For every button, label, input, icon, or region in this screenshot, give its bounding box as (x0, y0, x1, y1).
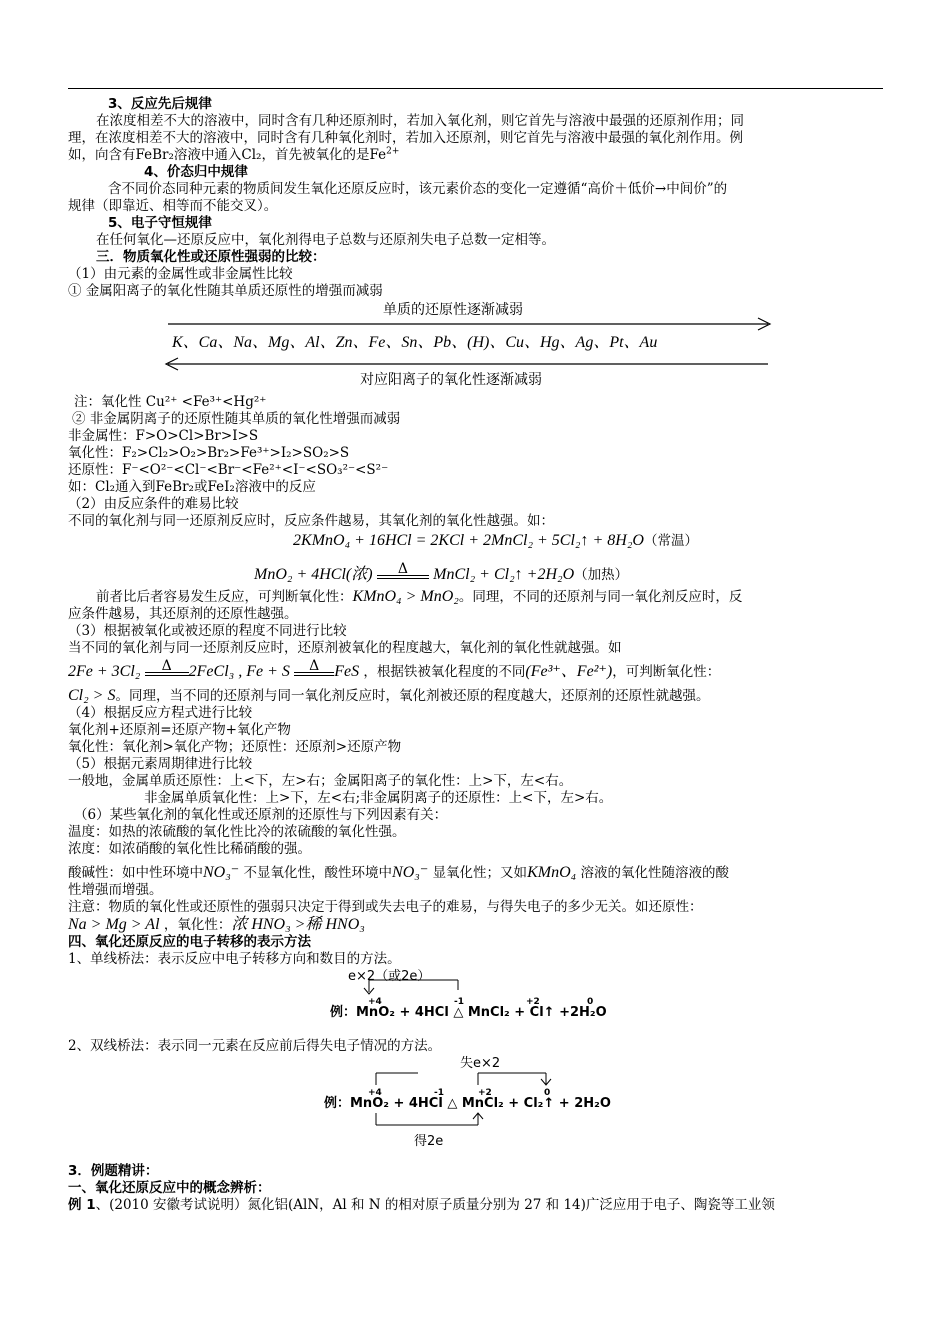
comparison: Cl₂ > S (68, 687, 116, 704)
section-heading: 三．物质氧化性或还原性强弱的比较： (96, 249, 326, 265)
oxidation-state: -1 (434, 1088, 444, 1098)
example-label: 例 1 (68, 1197, 96, 1213)
nitrate-ion: NO₃⁻ (203, 864, 240, 881)
example: 如：Cl₂通入到FeBr₂或FeI₂溶液中的反应 (68, 479, 316, 495)
equation: 2Fe + 3Cl₂ (68, 663, 141, 680)
double-bridge-diagram (68, 1055, 883, 1155)
section-heading: 3．例题精讲： (68, 1163, 159, 1179)
gain-label: 得2e (414, 1134, 444, 1149)
paragraph (68, 588, 883, 606)
oxidation-state: 0 (587, 997, 594, 1007)
section-heading: 一、氧化还原反应中的概念辨析： (68, 1180, 271, 1196)
formula: Cl₂ (241, 147, 262, 163)
equation-2 (68, 561, 883, 584)
text: ，首先被氧化的是 (261, 147, 370, 163)
paragraph (68, 687, 883, 705)
example-1 (68, 1197, 883, 1214)
heat-arrow (294, 658, 334, 676)
text: 溶液的氧化性随溶液的酸 (580, 865, 729, 881)
paragraph: 温度：如热的浓硫酸的氧化性比冷的浓硫酸的氧化性强。 (68, 824, 406, 840)
subsection-title: （6）某些氧化剂的氧化性或还原剂的还原性与下列因素有关： (74, 807, 448, 823)
delta-symbol: Δ (397, 561, 408, 577)
equation-reactants: MnO₂ + 4HCl(浓) (254, 566, 373, 583)
formula: KMnO₄ (527, 864, 577, 881)
paragraph: 在浓度相差不大的溶液中，同时含有几种还原剂时，若加入氧化剂，则它首先与溶液中最强的还原剂作用；同 (96, 113, 744, 129)
section-title: 4、价态归中规律 (144, 164, 248, 180)
paragraph: 当不同的氧化剂与同一还原剂反应时，还原剂被氧化的程度越大，氧化剂的氧化性就越强。如 (68, 640, 622, 656)
equation-products: MnCl₂ + Cl₂↑ +2H₂O (433, 566, 575, 583)
subsection-title: （4）根据反应方程式进行比较 (68, 705, 253, 721)
metal-activity-series: K、Ca、Na、Mg、Al、Zn、Fe、Sn、Pb、(H)、Cu、Hg、Ag、Pt、Au (172, 334, 658, 351)
section-heading: 四、氧化还原反应的电子转移的表示方法 (68, 934, 311, 950)
paragraph: 不同的氧化剂与同一还原剂反应时，反应条件越易，其氧化剂的氧化性越强。如： (68, 513, 554, 529)
paragraph: ② 非金属阴离子的还原性随其单质的氧化性增强而减弱 (72, 411, 401, 427)
oxidation-state: +4 (368, 1088, 382, 1098)
reducing-order: 还原性：F⁻<O²⁻<Cl⁻<Br⁻<Fe²⁺<I⁻<SO₃²⁻<S²⁻ (68, 462, 389, 478)
paragraph: 理，在浓度相差不大的溶液中，同时含有几种氧化剂时，若加入还原剂，则它首先与溶液中最强的氧化剂作用。例 (68, 130, 743, 146)
electron-label: e×2（或2e） (348, 969, 431, 984)
formula: Fe (369, 147, 387, 163)
section-title: 3、反应先后规律 (108, 96, 212, 112)
activity-series-figure (68, 302, 883, 390)
paragraph: 性增强而增强。 (68, 882, 163, 898)
equation: 2FeCl₃ , Fe + S (188, 663, 290, 680)
comparison: 浓 HNO₃ >稀 HNO₃ (231, 916, 365, 933)
text: 前者比后者容易发生反应，可判断氧化性： (96, 589, 353, 605)
paragraph: 1、单线桥法：表示反应中电子转移方向和数目的方法。 (68, 951, 401, 967)
paragraph: 含不同价态同种元素的物质间发生氧化还原反应时，该元素价态的变化一定遵循“高价＋低价→中间价”的 (108, 181, 728, 197)
text: 不显氧化性，酸性环境中 (243, 865, 393, 881)
superscript: 2+ (386, 146, 400, 157)
equation: FeS (334, 663, 360, 680)
text: 酸碱性：如中性环境中 (68, 865, 203, 881)
bridge-lines (68, 968, 883, 1038)
oxidation-state: +4 (368, 997, 382, 1007)
nonmetal-order: 非金属性：F>O>Cl>Br>I>S (68, 428, 259, 444)
formula: FeBr₂ (135, 147, 174, 163)
heat-arrow (145, 658, 189, 676)
text: 显氧化性；又如 (432, 865, 528, 881)
text: 溶液中通入 (173, 147, 242, 163)
document-body (68, 84, 883, 1214)
paragraph: 非金属单质氧化性：上>下，左<右;非金属阴离子的还原性：上<下，左>右。 (144, 790, 613, 806)
paragraph: 一般地，金属单质还原性：上<下，左>右；金属阳离子的氧化性：上>下，左<右。 (68, 773, 573, 789)
note: 注：氧化性 Cu²⁺ <Fe³⁺<Hg²⁺ (74, 394, 267, 410)
text: 、(2010 安徽考试说明）氮化铝(AlN，Al 和 N 的相对原子质量分别为 27 和 14)广泛应用于电子、陶瓷等工业领 (95, 1197, 775, 1213)
condition: （常温） (643, 533, 698, 549)
iron-oxidation-line (68, 658, 883, 681)
text: 如，向含有 (68, 147, 136, 163)
arrow-top-label: 单质的还原性逐渐减弱 (383, 302, 523, 318)
text: 。同理，当不同的还原剂与同一氧化剂反应时，氧化剂被还原的程度越大，还原剂的还原性就越强。 (115, 688, 710, 704)
subsection-title: （5）根据元素周期律进行比较 (68, 756, 253, 772)
loss-label: 失e×2 (460, 1056, 501, 1071)
text: ，可判断氧化性： (612, 664, 721, 680)
arrow-bottom-label: 对应阳离子的氧化性逐渐减弱 (360, 372, 542, 388)
ions: (Fe³⁺、Fe²⁺) (525, 663, 613, 680)
delta-symbol: Δ (309, 658, 320, 674)
paragraph: ① 金属阳离子的氧化性随其单质还原性的增强而减弱 (68, 283, 383, 299)
subsection-title: （2）由反应条件的难易比较 (68, 496, 239, 512)
oxidation-state: +2 (478, 1088, 492, 1098)
paragraph (68, 147, 883, 164)
condition: （加热） (574, 567, 629, 583)
subsection-title: （1）由元素的金属性或非金属性比较 (68, 266, 293, 282)
example-equation: 例：MnO₂ + 4HCl △ MnCl₂ + Cl₂↑ + 2H₂O (324, 1096, 611, 1111)
paragraph: 浓度：如浓硝酸的氧化性比稀硝酸的强。 (68, 841, 311, 857)
paragraph: 在任何氧化—还原反应中，氧化剂得电子总数与还原剂失电子总数一定相等。 (96, 232, 555, 248)
oxidation-state: +2 (526, 997, 540, 1007)
single-bridge-diagram (68, 968, 883, 1038)
paragraph: 规律（即靠近、相等而不能交叉）。 (68, 198, 278, 214)
paragraph (68, 864, 883, 882)
example-equation: 例：MnO₂ + 4HCl △ MnCl₂ + Cl↑ +2H₂O (330, 1005, 607, 1020)
oxidation-state: -1 (454, 997, 464, 1007)
equation-1 (68, 532, 883, 550)
text: ，氧化性： (163, 917, 232, 933)
text: 。同理，不同的还原剂与同一氧化剂反应时，反 (458, 589, 743, 605)
paragraph (68, 916, 883, 934)
delta-symbol: Δ (161, 658, 172, 674)
note: 注意：物质的氧化性或还原性的强弱只决定于得到或失去电子的难易，与得失电子的多少无关。如还原性： (68, 899, 703, 915)
paragraph: 应条件越易，其还原剂的还原性越强。 (68, 606, 298, 622)
text: ，根据铁被氧化程度的不同 (363, 664, 526, 680)
subsection-title: （3）根据被氧化或被还原的程度不同进行比较 (68, 623, 347, 639)
heat-arrow (377, 561, 429, 579)
formula: KMnO₄ > MnO₂ (352, 588, 459, 605)
paragraph: 2、双线桥法：表示同一元素在反应前后得失电子情况的方法。 (68, 1038, 442, 1054)
paragraph: 氧化剂+还原剂=还原产物+氧化产物 (68, 722, 291, 738)
section-title: 5、电子守恒规律 (108, 215, 212, 231)
oxidation-state: 0 (544, 1088, 551, 1098)
oxidizing-order: 氧化性：F₂>Cl₂>O₂>Br₂>Fe³⁺>I₂>SO₂>S (68, 445, 350, 461)
comparison: Na > Mg > Al (68, 916, 160, 933)
equation: 2KMnO₄ + 16HCl = 2KCl + 2MnCl₂ + 5Cl₂↑ + 8H₂O (293, 532, 644, 549)
paragraph: 氧化性：氧化剂>氧化产物；还原性：还原剂>还原产物 (68, 739, 402, 755)
nitrate-ion: NO₃⁻ (392, 864, 429, 881)
